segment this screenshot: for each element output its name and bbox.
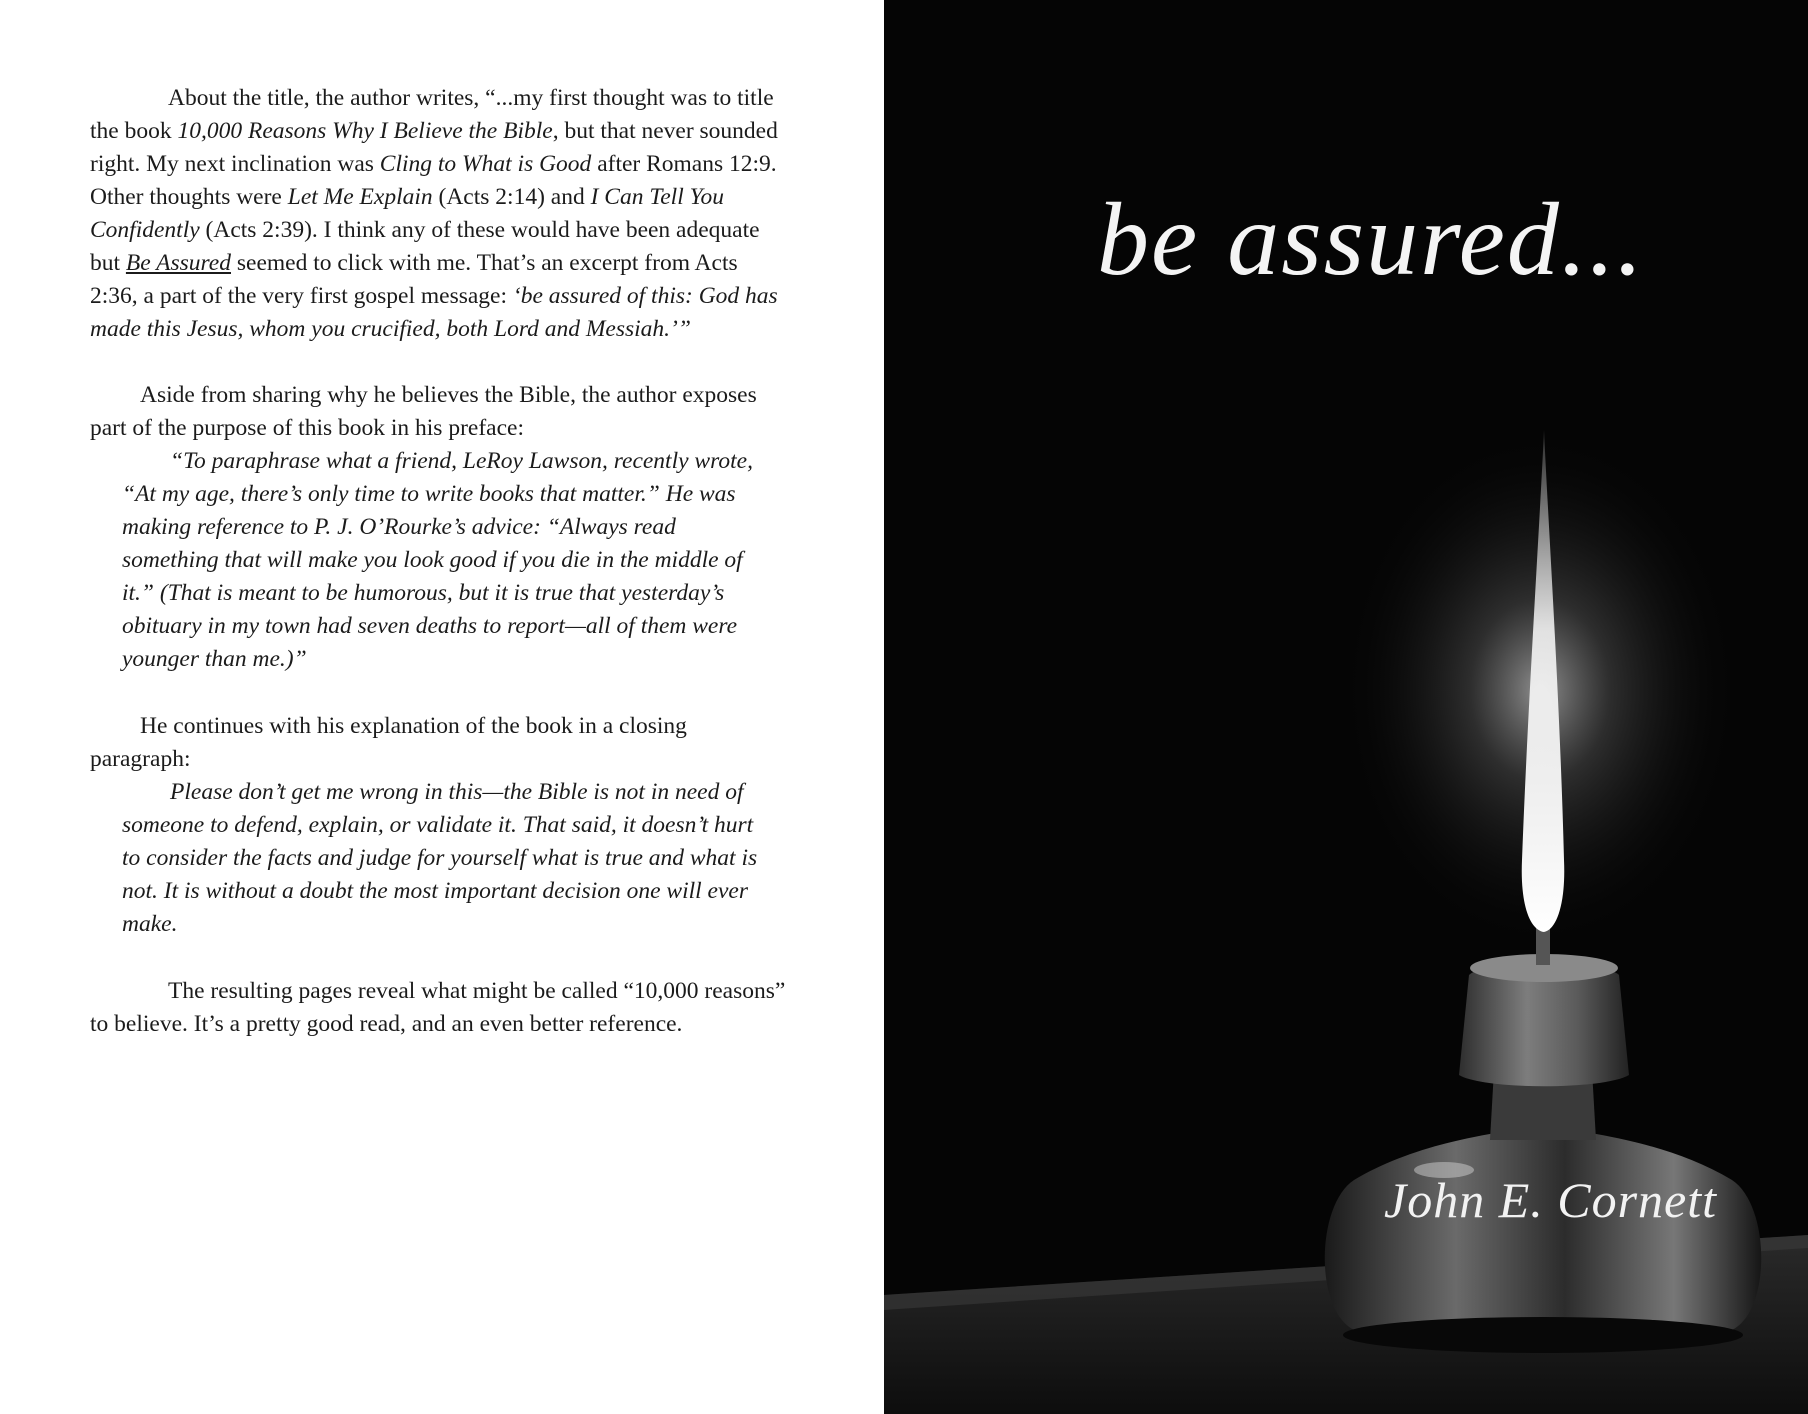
author-name: John E. Cornett xyxy=(1384,1172,1718,1228)
paragraph-continuation: He continues with his explanation of the book in a closing paragraph: xyxy=(90,713,687,772)
lamp-collar xyxy=(1459,964,1629,1087)
paragraph-closing: The resulting pages reveal what might be called “10,000 reasons” to believe. It’s a pretty good read, and an even better reference. xyxy=(90,978,786,1037)
paragraph-purpose: Aside from sharing why he believes the Bible, the author exposes part of the purpose of this book in his preface: xyxy=(90,382,757,441)
lamp-base-shadow xyxy=(1343,1317,1743,1353)
underlined-title: Be Assured xyxy=(125,250,231,276)
closing-quote: Please don’t get me wrong in this—the Bible is not in need of someone to defend, explain, or validate it. That said, it doesn’t hurt to consider the facts and judge for yourself what is true and what is not. It is without a doubt the most important decision one will ever make. xyxy=(122,779,758,937)
preface-quote: “To paraphrase what a friend, LeRoy Lawson, recently wrote, “At my age, there’s only time to write books that matter.” He was making reference to P. J. O’Rourke’s advice: “Always read something that will make you look good if you die in the middle of it.” (That is meant to be humorous, but it is true that yesterday’s obituary in my town had seven deaths to report—all of them were younger than me.)” xyxy=(122,448,753,672)
book-title: be assured... xyxy=(1097,182,1645,297)
paragraph-title-origin: About the title, the author writes, “...my first thought was to title the book 10,000 Reasons Why I Believe the Bible, but that never sounded right. My next inclination was Cling to What is Good after Romans 12:9. Other thoughts were Let Me Explain (Acts 2:14) and I Can Tell You Confidently (Acts 2:39). I think any of these would have been adequate but Be Assured seemed to click with me. That’s an excerpt from Acts 2:36, a part of the very first gospel message: ‘be assured of this: God has made this Jesus, whom you crucified, both Lord and Messiah.’” xyxy=(90,85,778,342)
back-cover-text xyxy=(90,82,790,1041)
lamp-base xyxy=(1325,1132,1762,1330)
back-cover xyxy=(0,0,884,1414)
front-cover xyxy=(884,0,1808,1414)
